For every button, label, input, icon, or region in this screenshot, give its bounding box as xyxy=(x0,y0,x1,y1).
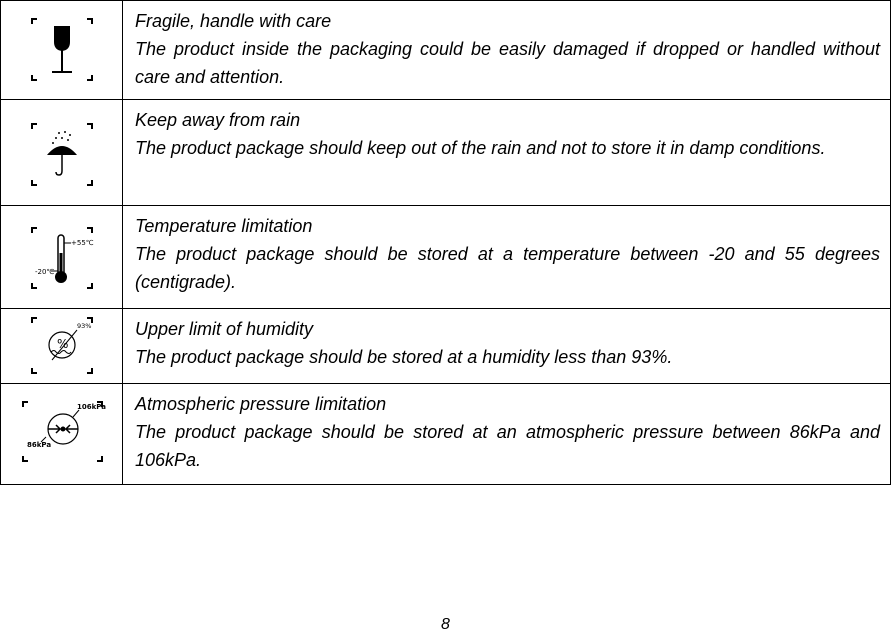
table-row xyxy=(1,1,891,100)
symbol-title: Fragile, handle with care xyxy=(135,11,332,31)
temp-lower-label: -20℃ xyxy=(35,268,55,276)
text-cell xyxy=(123,100,891,206)
table-row xyxy=(1,206,891,309)
temp-upper-label: +55℃ xyxy=(71,239,94,247)
symbol-description: The product inside the packaging could be easily damaged if dropped or handled without care and attention. xyxy=(135,39,880,87)
icon-cell xyxy=(1,1,123,100)
symbol-title: Upper limit of humidity xyxy=(135,319,314,339)
symbol-title: Atmospheric pressure limitation xyxy=(135,394,387,414)
icon-cell xyxy=(1,100,123,206)
fragile-glass-icon xyxy=(1,1,122,99)
table-row xyxy=(1,309,891,384)
table-row xyxy=(1,384,891,485)
symbol-description: The product package should be stored at a humidity less than 93%. xyxy=(135,347,673,367)
text-cell xyxy=(123,384,891,485)
text-cell xyxy=(123,206,891,309)
symbol-title: Temperature limitation xyxy=(135,216,313,236)
pressure-lower-label: 86kPa xyxy=(27,441,52,449)
pressure-icon xyxy=(1,384,122,484)
humidity-symbol: % xyxy=(57,337,69,351)
humidity-upper-label: 93% xyxy=(77,322,92,330)
thermometer-icon xyxy=(1,206,122,308)
symbol-description: The product package should keep out of the rain and not to store it in damp conditions. xyxy=(135,138,826,158)
text-cell xyxy=(123,1,891,100)
page-number: 8 xyxy=(441,616,450,633)
symbol-description: The product package should be stored at a temperature between -20 and 55 degrees (centigrade). xyxy=(135,244,880,292)
text-cell xyxy=(123,309,891,384)
pressure-upper-label: 106kPa xyxy=(77,403,106,411)
symbol-title: Keep away from rain xyxy=(135,110,301,130)
icon-cell xyxy=(1,206,123,309)
symbol-description: The product package should be stored at an atmospheric pressure between 86kPa and 106kPa. xyxy=(135,422,880,470)
icon-cell xyxy=(1,309,123,384)
icon-cell xyxy=(1,384,123,485)
humidity-icon xyxy=(1,309,122,383)
umbrella-rain-icon xyxy=(1,100,122,205)
table-row xyxy=(1,100,891,206)
